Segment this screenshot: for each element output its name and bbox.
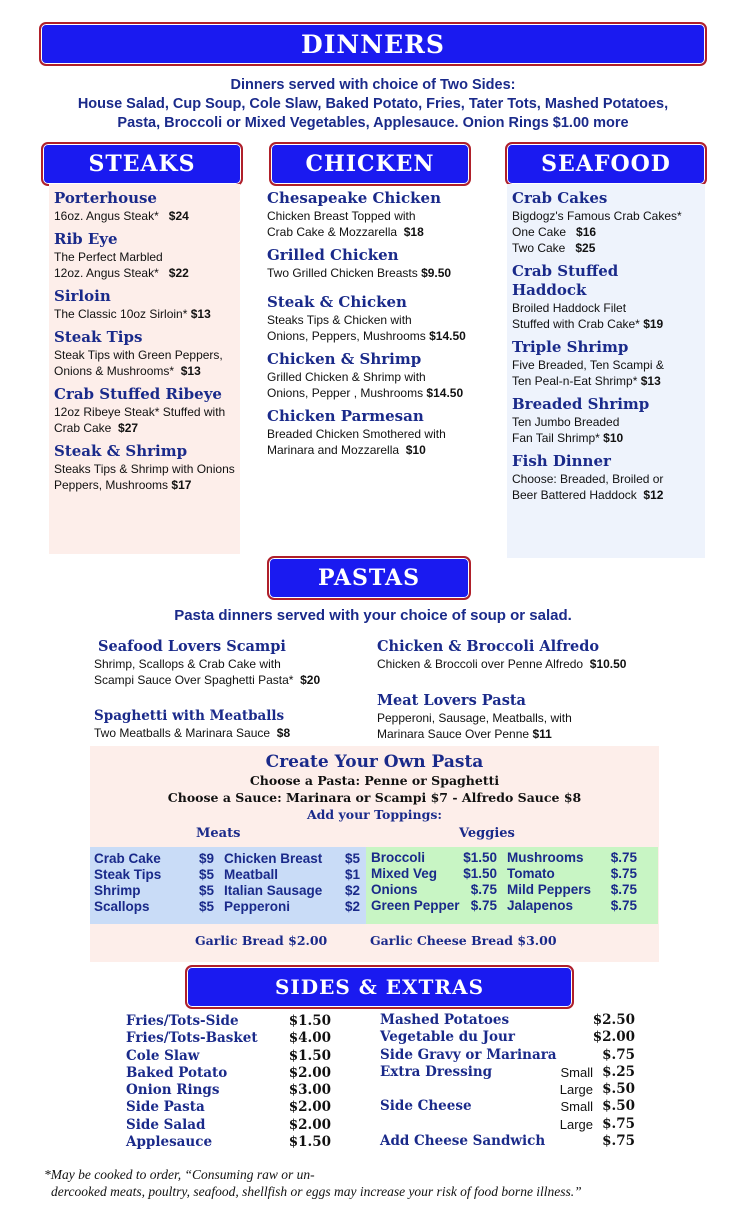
item-name: Chicken & Broccoli Alfredo	[377, 638, 600, 655]
topping-price: $5	[344, 851, 360, 866]
item-name: Crab Cakes	[512, 189, 608, 207]
menu-item	[512, 262, 705, 332]
item-desc: Steak Tips with Green Peppers,	[54, 348, 223, 362]
item-price: $10.50	[589, 657, 627, 671]
menu-item	[512, 338, 705, 389]
item-name: Steak Tips	[54, 328, 143, 346]
pasta-item	[94, 707, 364, 741]
topping-name: Italian Sausage	[224, 883, 323, 898]
item-price: $10	[603, 431, 624, 445]
item-desc: Choose: Breaded, Broiled or	[512, 472, 664, 486]
side-price: $2.00	[592, 1029, 635, 1046]
item-desc: The Classic 10oz Sirloin*	[54, 307, 188, 321]
topping-row	[94, 883, 214, 899]
item-name: Grilled Chicken	[267, 246, 399, 264]
item-desc: Crab Cake & Mozzarella	[267, 225, 398, 239]
side-price: $2.00	[288, 1116, 331, 1133]
topping-price: $5	[198, 899, 214, 914]
seafood-banner	[505, 142, 707, 186]
item-desc: Two Meatballs & Marinara Sauce	[94, 726, 271, 740]
dinners-title: DINNERS	[301, 29, 445, 59]
chicken-panel	[262, 184, 498, 554]
cyo-title: Create Your Own Pasta	[265, 752, 484, 772]
side-name: Onion Rings	[126, 1082, 220, 1099]
steaks-title: STEAKS	[88, 151, 196, 177]
item-name: Breaded Shrimp	[512, 395, 650, 413]
topping-price: $1.50	[463, 850, 497, 865]
seafood-panel	[507, 184, 705, 558]
item-desc: Bigdogz's Famous Crab Cakes*	[512, 209, 682, 223]
item-name: Chicken & Shrimp	[267, 350, 422, 368]
topping-row	[224, 867, 360, 883]
side-name: Baked Potato	[126, 1064, 228, 1081]
item-desc: Peppers, Mushrooms	[54, 478, 169, 492]
topping-name: Tomato	[507, 866, 555, 881]
topping-name: Green Pepper	[371, 898, 460, 913]
item-name: Sirloin	[54, 287, 111, 305]
side-name: Mashed Potatoes	[380, 1012, 510, 1028]
topping-name: Mushrooms	[507, 850, 584, 865]
intro-line-3: Pasta, Broccoli or Mixed Vegetables, Applesauce. Onion Rings $1.00 more	[117, 115, 629, 131]
side-price: $.50	[602, 1098, 635, 1115]
item-price: $10	[405, 443, 426, 457]
side-name: Applesauce	[126, 1134, 213, 1151]
topping-price: $2	[344, 899, 360, 914]
side-size: Small	[560, 1064, 593, 1080]
menu-item	[512, 452, 705, 503]
side-item	[380, 1116, 635, 1133]
item-desc: 12oz. Angus Steak*	[54, 266, 159, 280]
topping-row	[371, 850, 497, 866]
item-desc: Pepperoni, Sausage, Meatballs, with	[377, 711, 572, 725]
item-name: Steak & Shrimp	[54, 442, 188, 460]
side-price: $1.50	[288, 1013, 331, 1029]
side-name: Side Cheese	[380, 1098, 472, 1115]
steaks-banner	[41, 142, 243, 186]
item-desc: Crab Cake	[54, 421, 112, 435]
topping-row	[224, 851, 360, 867]
side-price: $2.00	[288, 1064, 331, 1081]
menu-item	[267, 293, 498, 344]
topping-row	[94, 899, 214, 915]
item-desc: 12oz Ribeye Steak* Stuffed with	[54, 405, 226, 419]
item-name: Chesapeake Chicken	[267, 189, 441, 207]
topping-name: Chicken Breast	[224, 851, 323, 866]
side-name: Side Pasta	[126, 1099, 205, 1116]
topping-row	[224, 899, 360, 915]
side-item	[380, 1047, 635, 1064]
item-desc: Scampi Sauce Over Spaghetti Pasta*	[94, 673, 294, 687]
side-price: $2.50	[592, 1012, 635, 1028]
side-item	[126, 1013, 331, 1030]
item-price: $14.50	[429, 329, 466, 343]
pastas-banner	[267, 556, 471, 600]
footnote	[44, 1166, 582, 1200]
side-name: Extra Dressing	[380, 1063, 493, 1080]
item-price: $9.50	[421, 266, 452, 280]
garlic-bread: Garlic Bread $2.00	[195, 933, 328, 948]
side-name: Add Cheese Sandwich	[380, 1133, 546, 1150]
item-price: $13	[190, 307, 211, 321]
item-price: $16	[576, 225, 597, 239]
item-name: Steak & Chicken	[267, 293, 407, 311]
menu-item	[54, 189, 240, 224]
topping-price: $.75	[610, 898, 637, 913]
side-price: $.75	[602, 1133, 635, 1150]
side-item	[126, 1099, 331, 1116]
topping-name: Scallops	[94, 899, 150, 914]
item-desc: Marinara and Mozzarella	[267, 443, 400, 457]
menu-item	[267, 246, 498, 281]
sides-title: SIDES & EXTRAS	[274, 975, 485, 999]
item-name: Rib Eye	[54, 230, 118, 248]
intro-line-2: House Salad, Cup Soup, Cole Slaw, Baked Potato, Fries, Tater Tots, Mashed Potatoes,	[77, 96, 669, 112]
side-name: Cole Slaw	[126, 1047, 200, 1064]
topping-row	[224, 883, 360, 899]
side-price: $.75	[602, 1046, 635, 1063]
item-price: $8	[276, 726, 291, 740]
veggies-label: Veggies	[459, 826, 515, 841]
topping-name: Mild Peppers	[507, 882, 592, 897]
steaks-panel	[49, 184, 240, 554]
chicken-banner	[269, 142, 471, 186]
item-desc: Stuffed with Crab Cake*	[512, 317, 640, 331]
item-desc: Steaks Tips & Chicken with	[267, 313, 412, 327]
item-desc: Onions, Pepper , Mushrooms	[267, 386, 424, 400]
side-name: Fries/Tots-Side	[126, 1013, 239, 1029]
item-price: $19	[643, 317, 664, 331]
seafood-title: SEAFOOD	[541, 151, 671, 177]
topping-name: Broccoli	[371, 850, 426, 865]
side-price: $.75	[602, 1115, 635, 1132]
side-price: $.25	[602, 1063, 635, 1080]
topping-price: $.75	[610, 882, 637, 897]
item-price: $22	[168, 266, 189, 280]
topping-price: $.75	[610, 866, 637, 881]
topping-row	[371, 866, 497, 882]
item-desc: Five Breaded, Ten Scampi &	[512, 358, 664, 372]
dinners-intro	[0, 76, 746, 133]
item-desc: Onions, Peppers, Mushrooms	[267, 329, 426, 343]
side-item	[380, 1133, 635, 1150]
item-name: Porterhouse	[54, 189, 157, 207]
topping-price: $9	[198, 851, 214, 866]
item-price: $11	[532, 727, 552, 741]
topping-row	[94, 867, 214, 883]
meats-right-table	[224, 851, 360, 915]
topping-name: Jalapenos	[507, 898, 574, 913]
topping-price: $5	[198, 883, 214, 898]
pastas-intro: Pasta dinners served with your choice of soup or salad.	[174, 607, 572, 624]
menu-item	[267, 350, 498, 401]
topping-name: Meatball	[224, 867, 279, 882]
topping-name: Onions	[371, 882, 418, 897]
item-price: $25	[575, 241, 596, 255]
menu-item	[54, 442, 240, 493]
side-item	[126, 1134, 331, 1151]
side-name: Fries/Tots-Basket	[126, 1030, 258, 1047]
menu-item	[512, 395, 705, 446]
side-item	[380, 1012, 635, 1029]
item-desc: Marinara Sauce Over Penne	[377, 727, 530, 741]
side-name: Side Gravy or Marinara	[380, 1046, 557, 1063]
cyo-line-3: Add your Toppings:	[306, 807, 443, 822]
topping-name: Pepperoni	[224, 899, 291, 914]
pasta-item	[94, 638, 364, 688]
cyo-line-2: Choose a Sauce: Marinara or Scampi $7 - Alfredo Sauce $8	[167, 790, 582, 805]
topping-price: $.75	[610, 850, 637, 865]
topping-row	[507, 898, 637, 914]
item-desc: Broiled Haddock Filet	[512, 301, 627, 315]
topping-name: Steak Tips	[94, 867, 162, 882]
menu-item	[267, 407, 498, 458]
sides-right-list	[380, 1012, 635, 1150]
side-price: $1.50	[288, 1134, 331, 1151]
topping-name: Crab Cake	[94, 851, 161, 866]
topping-price: $.75	[470, 898, 497, 913]
cyo-line-1: Choose a Pasta: Penne or Spaghetti	[249, 773, 500, 788]
topping-row	[507, 850, 637, 866]
item-desc: One Cake	[512, 225, 567, 239]
sides-banner	[185, 965, 574, 1009]
item-price: $12	[643, 488, 664, 502]
item-name: Triple Shrimp	[512, 338, 629, 356]
item-price: $13	[180, 364, 201, 378]
side-item	[126, 1117, 331, 1134]
menu-item	[267, 189, 498, 240]
pastas-title: PASTAS	[317, 565, 421, 591]
item-desc: Grilled Chicken & Shrimp with	[267, 370, 426, 384]
sides-left-list	[126, 1013, 331, 1151]
topping-price: $5	[198, 867, 214, 882]
item-name: Crab Stuffed Ribeye	[54, 385, 222, 403]
item-name: Chicken Parmesan	[267, 407, 424, 425]
topping-price: $1.50	[463, 866, 497, 881]
side-item	[126, 1082, 331, 1099]
item-desc: Two Cake	[512, 241, 566, 255]
item-price: $17	[171, 478, 192, 492]
side-size: Large	[559, 1082, 593, 1098]
topping-price: $2	[344, 883, 360, 898]
footnote-line-2: dercooked meats, poultry, seafood, shellfish or eggs may increase your risk of food borne illness.”	[51, 1184, 582, 1199]
item-price: $18	[403, 225, 424, 239]
item-name: Crab Stuffed Haddock	[512, 262, 619, 299]
topping-name: Shrimp	[94, 883, 141, 898]
item-desc: Chicken & Broccoli over Penne Alfredo	[377, 657, 584, 671]
item-price: $13	[640, 374, 661, 388]
side-name: Vegetable du Jour	[380, 1029, 515, 1046]
side-item	[380, 1098, 635, 1115]
topping-row	[507, 866, 637, 882]
item-desc: Steaks Tips & Shrimp with Onions	[54, 462, 235, 476]
topping-name: Mixed Veg	[371, 866, 438, 881]
menu-item	[512, 189, 705, 256]
item-desc: Chicken Breast Topped with	[267, 209, 416, 223]
topping-price: $.75	[470, 882, 497, 897]
footnote-line-1: *May be cooked to order, “Consuming raw or un-	[44, 1167, 315, 1182]
item-desc: Onions & Mushrooms*	[54, 364, 175, 378]
intro-line-1: Dinners served with choice of Two Sides:	[230, 77, 516, 93]
side-size: Small	[560, 1099, 593, 1115]
side-item	[126, 1030, 331, 1047]
item-price: $14.50	[426, 386, 464, 400]
side-name: Side Salad	[126, 1116, 206, 1133]
item-desc: Fan Tail Shrimp*	[512, 431, 600, 445]
side-price: $2.00	[288, 1099, 331, 1116]
side-price: $1.50	[288, 1047, 331, 1064]
menu-item	[54, 287, 240, 322]
item-desc: Shrimp, Scallops & Crab Cake with	[94, 657, 281, 671]
item-desc: Two Grilled Chicken Breasts	[267, 266, 418, 280]
pasta-item	[377, 692, 677, 742]
side-price: $.50	[602, 1081, 635, 1098]
item-desc: Ten Peal-n-Eat Shrimp*	[512, 374, 638, 388]
garlic-cheese-bread: Garlic Cheese Bread $3.00	[370, 933, 557, 948]
dinners-banner	[39, 22, 707, 66]
chicken-title: CHICKEN	[305, 151, 435, 177]
side-price: $4.00	[288, 1030, 331, 1047]
item-desc: The Perfect Marbled	[54, 250, 163, 264]
item-desc: Breaded Chicken Smothered with	[267, 427, 446, 441]
meats-left-table	[94, 851, 214, 915]
veggies-left-table	[371, 850, 497, 914]
item-name: Seafood Lovers Scampi	[98, 638, 286, 655]
item-desc: 16oz. Angus Steak*	[54, 209, 159, 223]
item-name: Spaghetti with Meatballs	[94, 708, 285, 724]
veggies-right-table	[507, 850, 637, 914]
topping-row	[371, 882, 497, 898]
side-item	[380, 1064, 635, 1081]
item-price: $27	[118, 421, 139, 435]
side-item	[380, 1029, 635, 1046]
topping-row	[94, 851, 214, 867]
side-item	[126, 1048, 331, 1065]
item-price: $24	[168, 209, 189, 223]
topping-row	[507, 882, 637, 898]
item-desc: Beer Battered Haddock	[512, 488, 637, 502]
pasta-item	[377, 638, 677, 672]
menu-item	[54, 385, 240, 436]
item-name: Fish Dinner	[512, 452, 611, 470]
item-desc: Ten Jumbo Breaded	[512, 415, 620, 429]
item-name: Meat Lovers Pasta	[377, 692, 526, 709]
menu-item	[54, 328, 240, 379]
side-item	[380, 1081, 635, 1098]
item-price: $20	[300, 673, 321, 687]
side-price: $3.00	[288, 1082, 331, 1099]
topping-price: $1	[344, 867, 360, 882]
side-item	[126, 1065, 331, 1082]
meats-label: Meats	[196, 826, 241, 841]
menu-item	[54, 230, 240, 281]
side-size: Large	[559, 1116, 593, 1132]
topping-row	[371, 898, 497, 914]
